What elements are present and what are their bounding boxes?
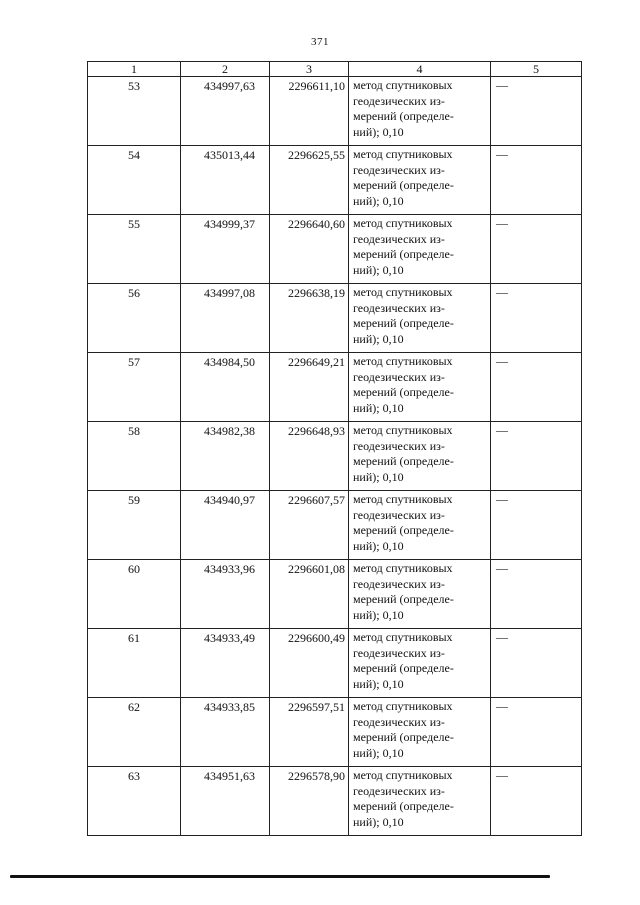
- y-coordinate-cell: 2296640,60: [270, 215, 349, 284]
- note-dash: —: [496, 147, 508, 161]
- note-dash: —: [496, 630, 508, 644]
- y-coordinate-cell: 2296625,55: [270, 146, 349, 215]
- y-coordinate-cell: 2296597,51: [270, 698, 349, 767]
- column-header: 3: [270, 62, 349, 77]
- method-text-line: мерений (определе-: [353, 799, 454, 813]
- method-text-line: геодезических из-: [353, 645, 445, 660]
- table-row: [88, 629, 582, 698]
- method-cell: [349, 215, 491, 284]
- table-row: [88, 77, 582, 146]
- point-number-cell: 63: [88, 767, 181, 836]
- method-text-line: ний); 0,10: [353, 469, 404, 484]
- method-cell: [349, 491, 491, 560]
- method-text-line: мерений (определе-: [353, 730, 454, 744]
- note-dash: —: [496, 285, 508, 299]
- method-text-line: метод спутниковых: [353, 630, 453, 644]
- table-row: [88, 560, 582, 629]
- note-cell: [491, 353, 582, 422]
- note-dash: —: [496, 768, 508, 782]
- footer-rule: [10, 875, 550, 878]
- method-text-line: ний); 0,10: [353, 538, 404, 553]
- point-number-cell: 55: [88, 215, 181, 284]
- note-dash: —: [496, 354, 508, 368]
- x-coordinate-cell: 434982,38: [181, 422, 270, 491]
- y-coordinate-cell: 2296578,90: [270, 767, 349, 836]
- method-text-line: метод спутниковых: [353, 78, 453, 92]
- table-row: [88, 698, 582, 767]
- note-cell: [491, 767, 582, 836]
- method-text-line: геодезических из-: [353, 507, 445, 522]
- y-coordinate-cell: 2296611,10: [270, 77, 349, 146]
- y-coordinate-cell: 2296638,19: [270, 284, 349, 353]
- point-number-cell: 57: [88, 353, 181, 422]
- method-text-line: ний); 0,10: [353, 607, 404, 622]
- method-text-line: ний); 0,10: [353, 745, 404, 760]
- method-text-line: геодезических из-: [353, 162, 445, 177]
- method-text-line: метод спутниковых: [353, 216, 453, 230]
- note-cell: [491, 698, 582, 767]
- x-coordinate-cell: 434933,85: [181, 698, 270, 767]
- method-text-line: метод спутниковых: [353, 285, 453, 299]
- x-coordinate-cell: 434999,37: [181, 215, 270, 284]
- table-row: [88, 284, 582, 353]
- y-coordinate-cell: 2296601,08: [270, 560, 349, 629]
- table-row: [88, 422, 582, 491]
- page-number: 371: [311, 36, 329, 48]
- point-number-cell: 56: [88, 284, 181, 353]
- table-body: [88, 77, 582, 836]
- method-text-line: ний); 0,10: [353, 400, 404, 415]
- method-text-line: мерений (определе-: [353, 247, 454, 261]
- table-header-row: [88, 62, 582, 77]
- method-text-line: мерений (определе-: [353, 592, 454, 606]
- method-text-line: мерений (определе-: [353, 454, 454, 468]
- method-text-line: мерений (определе-: [353, 316, 454, 330]
- method-text-line: геодезических из-: [353, 576, 445, 591]
- point-number-cell: 53: [88, 77, 181, 146]
- method-text-line: геодезических из-: [353, 231, 445, 246]
- method-text-line: метод спутниковых: [353, 699, 453, 713]
- method-text-line: ний); 0,10: [353, 193, 404, 208]
- table-row: [88, 215, 582, 284]
- method-text-line: ний); 0,10: [353, 676, 404, 691]
- x-coordinate-cell: 434984,50: [181, 353, 270, 422]
- method-text-line: мерений (определе-: [353, 109, 454, 123]
- note-dash: —: [496, 78, 508, 92]
- table-row: [88, 491, 582, 560]
- method-text-line: ний); 0,10: [353, 262, 404, 277]
- column-header: 5: [491, 62, 582, 77]
- method-text-line: геодезических из-: [353, 300, 445, 315]
- point-number-cell: 54: [88, 146, 181, 215]
- method-cell: [349, 767, 491, 836]
- method-text-line: мерений (определе-: [353, 661, 454, 675]
- method-cell: [349, 560, 491, 629]
- method-text-line: геодезических из-: [353, 438, 445, 453]
- method-text-line: метод спутниковых: [353, 768, 453, 782]
- method-text-line: ний); 0,10: [353, 814, 404, 829]
- x-coordinate-cell: 434997,08: [181, 284, 270, 353]
- note-cell: [491, 491, 582, 560]
- method-text-line: мерений (определе-: [353, 178, 454, 192]
- method-text-line: ний); 0,10: [353, 124, 404, 139]
- method-cell: [349, 284, 491, 353]
- y-coordinate-cell: 2296648,93: [270, 422, 349, 491]
- note-cell: [491, 629, 582, 698]
- x-coordinate-cell: 435013,44: [181, 146, 270, 215]
- point-number-cell: 61: [88, 629, 181, 698]
- note-dash: —: [496, 423, 508, 437]
- note-cell: [491, 284, 582, 353]
- x-coordinate-cell: 434940,97: [181, 491, 270, 560]
- method-cell: [349, 146, 491, 215]
- point-number-cell: 58: [88, 422, 181, 491]
- x-coordinate-cell: 434933,96: [181, 560, 270, 629]
- method-cell: [349, 698, 491, 767]
- table-row: [88, 767, 582, 836]
- table-row: [88, 353, 582, 422]
- note-cell: [491, 560, 582, 629]
- point-number-cell: 60: [88, 560, 181, 629]
- y-coordinate-cell: 2296607,57: [270, 491, 349, 560]
- method-text-line: геодезических из-: [353, 369, 445, 384]
- method-text-line: геодезических из-: [353, 714, 445, 729]
- y-coordinate-cell: 2296600,49: [270, 629, 349, 698]
- column-header: 1: [88, 62, 181, 77]
- note-cell: [491, 77, 582, 146]
- x-coordinate-cell: 434933,49: [181, 629, 270, 698]
- method-text-line: мерений (определе-: [353, 523, 454, 537]
- point-number-cell: 62: [88, 698, 181, 767]
- coordinates-table: [87, 61, 582, 836]
- method-text-line: метод спутниковых: [353, 423, 453, 437]
- x-coordinate-cell: 434997,63: [181, 77, 270, 146]
- note-dash: —: [496, 561, 508, 575]
- column-header: 2: [181, 62, 270, 77]
- table-row: [88, 146, 582, 215]
- y-coordinate-cell: 2296649,21: [270, 353, 349, 422]
- column-header: 4: [349, 62, 491, 77]
- method-text-line: метод спутниковых: [353, 147, 453, 161]
- method-text-line: геодезических из-: [353, 783, 445, 798]
- note-dash: —: [496, 216, 508, 230]
- method-cell: [349, 353, 491, 422]
- point-number-cell: 59: [88, 491, 181, 560]
- method-text-line: метод спутниковых: [353, 354, 453, 368]
- method-text-line: мерений (определе-: [353, 385, 454, 399]
- note-cell: [491, 146, 582, 215]
- method-cell: [349, 629, 491, 698]
- method-text-line: метод спутниковых: [353, 561, 453, 575]
- method-text-line: геодезических из-: [353, 93, 445, 108]
- method-cell: [349, 77, 491, 146]
- note-cell: [491, 422, 582, 491]
- x-coordinate-cell: 434951,63: [181, 767, 270, 836]
- note-dash: —: [496, 699, 508, 713]
- note-dash: —: [496, 492, 508, 506]
- method-cell: [349, 422, 491, 491]
- note-cell: [491, 215, 582, 284]
- method-text-line: метод спутниковых: [353, 492, 453, 506]
- method-text-line: ний); 0,10: [353, 331, 404, 346]
